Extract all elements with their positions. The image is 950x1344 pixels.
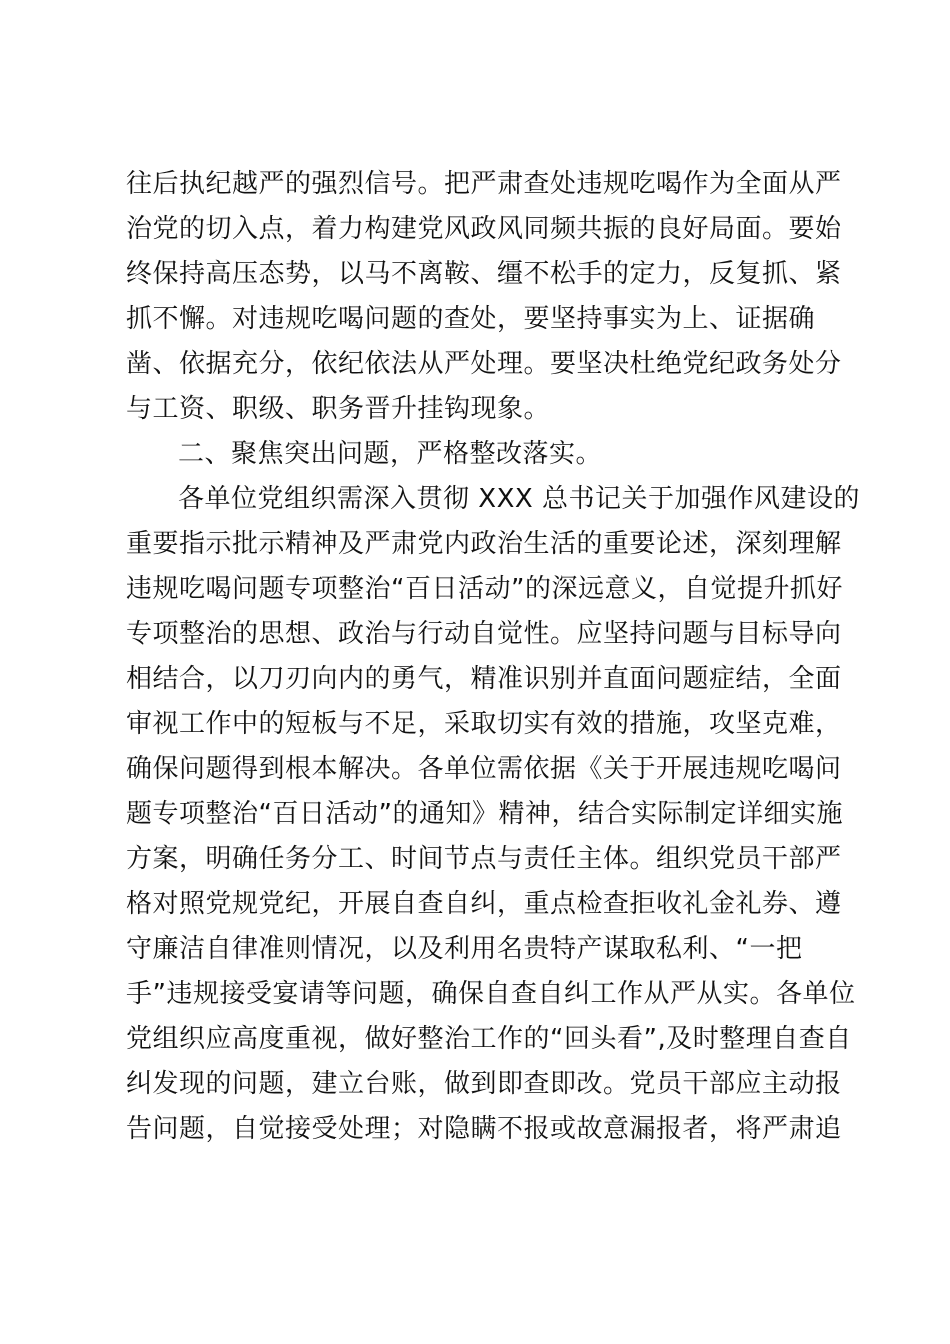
text-line: 终保持高压态势，以马不离鞍、缰不松手的定力，反复抓、紧 — [126, 259, 842, 289]
text-line: 违规吃喝问题专项整治“百日活动”的深远意义，自觉提升抓好 — [126, 574, 843, 604]
text-line: 守廉洁自律准则情况，以及利用名贵特产谋取私利、“一把 — [126, 934, 803, 964]
text-line: 凿、依据充分，依纪依法从严处理。要坚决杜绝党纪政务处分 — [126, 349, 842, 379]
text-line: 二、聚焦突出问题，严格整改落实。 — [178, 439, 603, 469]
document-body — [126, 162, 860, 1152]
text-line: 重要指示批示精神及严肃党内政治生活的重要论述，深刻理解 — [126, 529, 842, 559]
text-line: 党组织应高度重视，做好整治工作的“回头看”,及时整理自查自 — [126, 1024, 852, 1054]
text-line: 各单位党组织需深入贯彻 XXX 总书记关于加强作风建设的 — [178, 484, 860, 514]
text-line: 题专项整治“百日活动”的通知》精神，结合实际制定详细实施 — [126, 799, 843, 829]
text-line: 与工资、职级、职务晋升挂钩现象。 — [126, 394, 551, 424]
text-line: 告问题，自觉接受处理；对隐瞒不报或故意漏报者，将严肃追 — [126, 1114, 842, 1144]
text-line: 专项整治的思想、政治与行动自觉性。应坚持问题与目标导向 — [126, 619, 842, 649]
text-line: 手”违规接受宴请等问题，确保自查自纠工作从严从实。各单位 — [126, 979, 856, 1009]
text-line: 治党的切入点，着力构建党风政风同频共振的良好局面。要始 — [126, 214, 842, 244]
text-line: 往后执纪越严的强烈信号。把严肃查处违规吃喝作为全面从严 — [126, 169, 842, 199]
text-line: 纠发现的问题，建立台账，做到即查即改。党员干部应主动报 — [126, 1069, 842, 1099]
text-line: 确保问题得到根本解决。各单位需依据《关于开展违规吃喝问 — [126, 754, 842, 784]
text-line: 格对照党规党纪，开展自查自纠，重点检查拒收礼金礼券、遵 — [126, 889, 842, 919]
text-line: 审视工作中的短板与不足，采取切实有效的措施，攻坚克难， — [126, 709, 842, 739]
text-line: 抓不懈。对违规吃喝问题的查处，要坚持事实为上、证据确 — [126, 304, 816, 334]
text-line: 方案，明确任务分工、时间节点与责任主体。组织党员干部严 — [126, 844, 842, 874]
text-line: 相结合，以刀刃向内的勇气，精准识别并直面问题症结，全面 — [126, 664, 842, 694]
